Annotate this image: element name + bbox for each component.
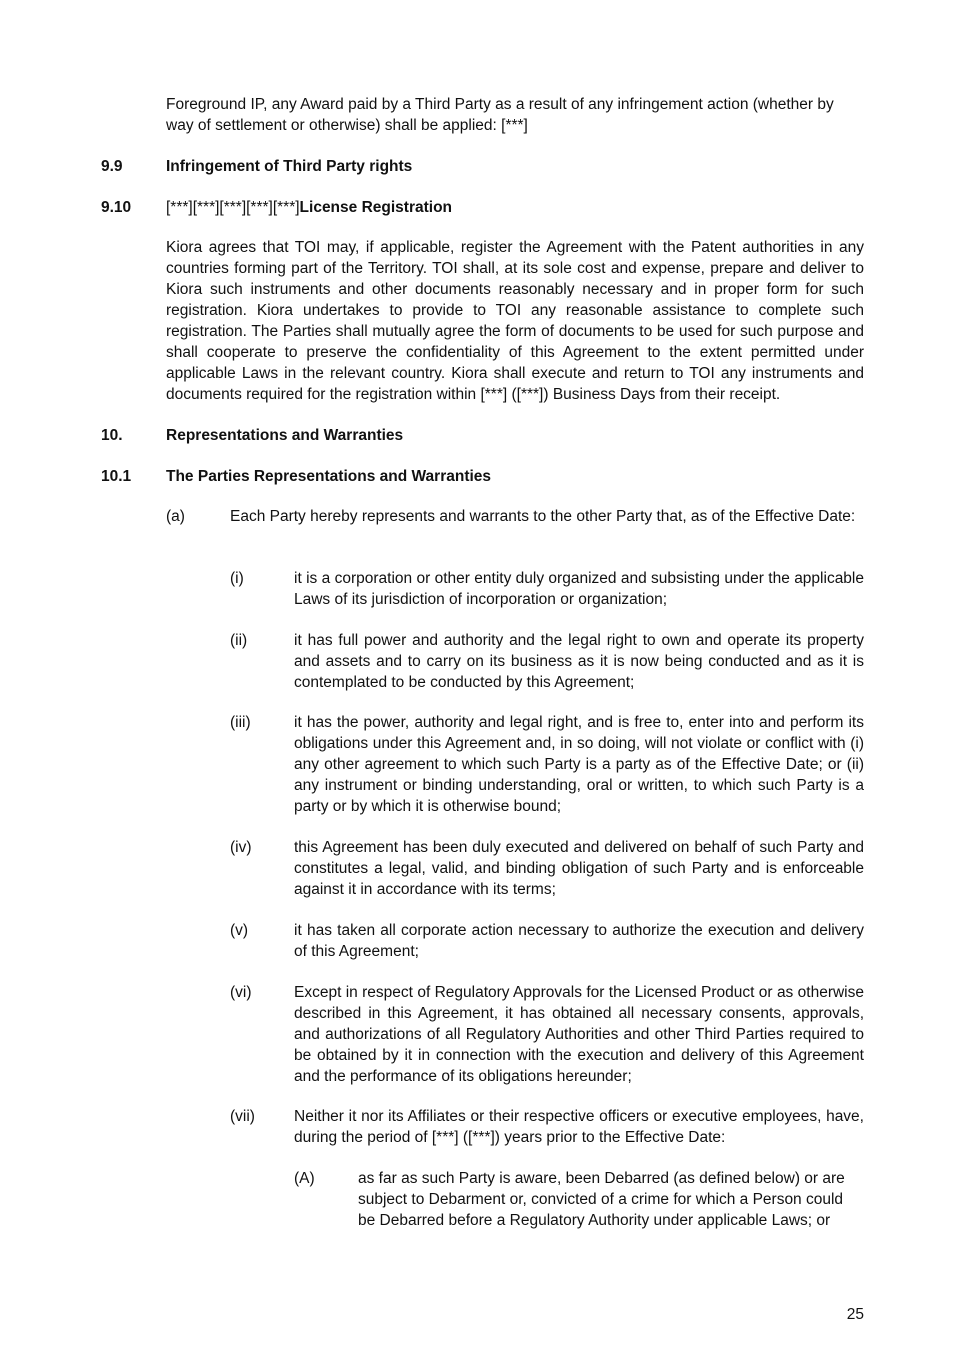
clause-label: (i): [230, 570, 244, 587]
redacted-brackets: [***][***][***][***][***]: [166, 199, 300, 216]
section-title: Representations and Warranties: [166, 427, 404, 444]
clause-label: (iii): [230, 714, 251, 731]
clause-text: it has the power, authority and legal right, and is free to, enter into and perform its obligations under this Agreement and, in so doing, will not violate or conflict with (i) any other agreement to which such Party is a party as of the Effective Date; or (ii) any instrument or binding understanding, oral or written, to which such Party is a party or by which it is otherwise bound;: [294, 714, 864, 815]
clause-text: Except in respect of Regulatory Approvals for the Licensed Product or as otherwise described in this Agreement, it has obtained all necessary consents, approvals, and authorizations of all Regulatory Authorities and other Third Parties required to be obtained by it in connection with the execution and delivery of this Agreement and the performance of its obligations hereunder;: [294, 984, 864, 1085]
clause-text: it has full power and authority and the legal right to own and operate its property and assets and to carry on its business as it is now being conducted and as it is contemplated to be conducted by this Agreement;: [294, 632, 864, 691]
clause-text: it is a corporation or other entity duly organized and subsisting under the applicable Laws of its jurisdiction of incorporation or organization;: [294, 570, 864, 608]
section-number: 10.: [101, 427, 123, 444]
clause-label: (v): [230, 922, 249, 939]
clause-text: it has taken all corporate action necessary to authorize the execution and delivery of this Agreement;: [294, 922, 864, 960]
clause-label: (iv): [230, 839, 252, 856]
section-number: 10.1: [101, 468, 132, 485]
clause-label: (ii): [230, 632, 248, 649]
clause-label: (vi): [230, 984, 252, 1001]
clause-text: Neither it nor its Affiliates or their respective officers or executive employees, have, during the period of [***] ([***]) years prior to the Effective Date:: [294, 1108, 864, 1146]
section-title-group: [166, 197, 452, 218]
clause-text: this Agreement has been duly executed and delivered on behalf of such Party and constitutes a legal, valid, and binding obligation of such Party and is enforceable against it in accordance with its terms;: [294, 839, 864, 898]
clause-text: Each Party hereby represents and warrants to the other Party that, as of the Effective Date:: [230, 508, 856, 525]
continuation-paragraph: Foreground IP, any Award paid by a Third Party as a result of any infringement action (whether by way of settlement or otherwise) shall be applied: [***]: [166, 96, 834, 134]
section-title: Infringement of Third Party rights: [166, 158, 413, 175]
clause-label: (A): [294, 1170, 315, 1187]
clause-label: (vii): [230, 1108, 255, 1125]
section-title: The Parties Representations and Warranties: [166, 468, 492, 485]
clause-text: as far as such Party is aware, been Debarred (as defined below) or are subject to Debarment or, convicted of a crime for which a Person could be Debarred before a Regulatory Authority under applicable Laws; or: [358, 1170, 845, 1229]
license-registration-paragraph: Kiora agrees that TOI may, if applicable, register the Agreement with the Patent authorities in any countries forming part of the Territory. TOI shall, at its sole cost and expense, prepare and deliver to Kiora such instruments and other documents reasonably necessary and in proper form for such registration. Kiora undertakes to provide to TOI any reasonable assistance to complete such registration. The Parties shall mutually agree the form of documents to be used for such purpose and shall cooperate to preserve the confidentiality of this Agreement to the extent permitted under applicable Laws in the relevant country. Kiora shall execute and return to TOI any instruments and documents required for the registration within [***] ([***]) Business Days from their receipt.: [166, 239, 864, 403]
clause-label: (a): [166, 508, 185, 525]
page-number: 25: [846, 1306, 864, 1323]
section-title: License Registration: [299, 199, 453, 216]
section-number: 9.9: [101, 158, 123, 175]
section-number: 9.10: [101, 199, 132, 216]
